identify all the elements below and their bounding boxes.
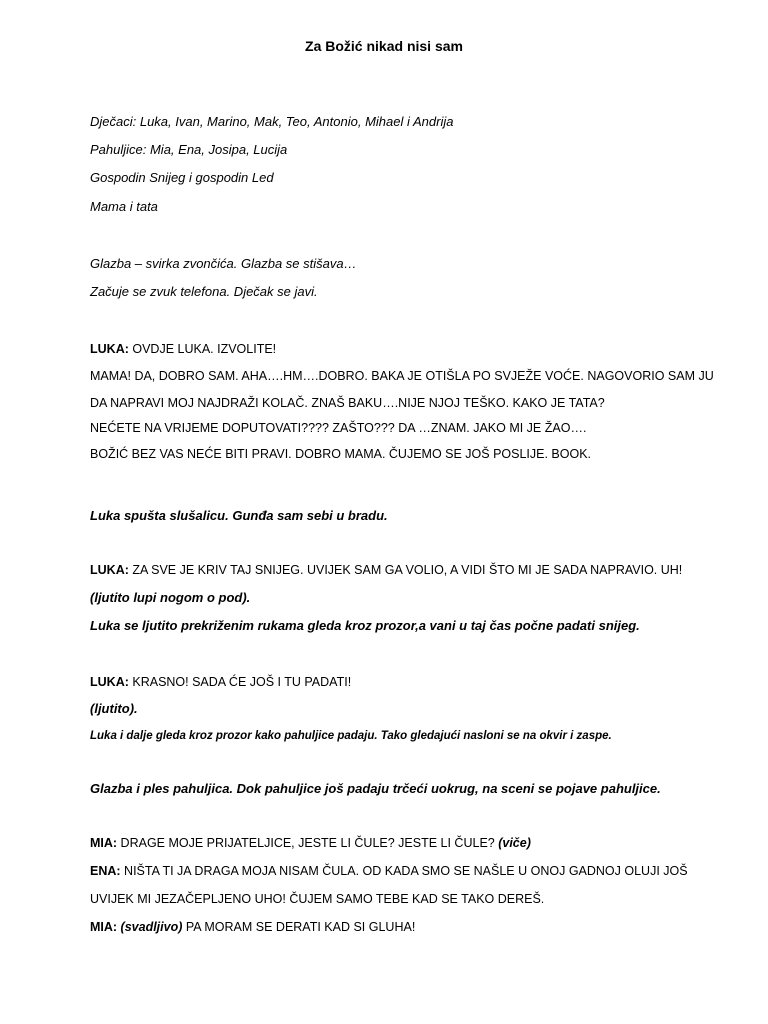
speaker-name: MIA: xyxy=(90,920,118,934)
cast-line: Mama i tata xyxy=(90,199,158,214)
stage-direction-inline: (viče) xyxy=(498,836,531,850)
dialogue-line: DA NAPRAVI MOJ NAJDRAŽI KOLAČ. ZNAŠ BAKU….NIJE NJOJ TEŠKO. KAKO JE TATA? xyxy=(90,396,605,410)
stage-direction: Glazba i ples pahuljica. Dok pahuljice još padaju trčeći uokrug, na sceni se pojave pahuljice. xyxy=(90,781,661,796)
dialogue-line: BOŽIĆ BEZ VAS NEĆE BITI PRAVI. DOBRO MAMA. ČUJEMO SE JOŠ POSLIJE. BOOK. xyxy=(90,447,592,461)
dialogue-text: ZA SVE JE KRIV TAJ SNIJEG. UVIJEK SAM GA VOLIO, A VIDI ŠTO MI JE SADA NAPRAVIO. UH! xyxy=(128,563,683,577)
dialogue-line xyxy=(90,918,415,936)
stage-direction: Začuje se zvuk telefona. Dječak se javi. xyxy=(90,284,318,299)
dialogue-text: KRASNO! SADA ĆE JOŠ I TU PADATI! xyxy=(128,675,352,689)
speaker-name: ENA: xyxy=(90,864,121,878)
stage-direction: (ljutito lupi nogom o pod). xyxy=(90,590,251,605)
dialogue-line: UVIJEK MI JEZAČEPLJENO UHO! ČUJEM SAMO TEBE KAD SE TAKO DEREŠ. xyxy=(90,892,545,906)
stage-direction: Luka spušta slušalicu. Gunđa sam sebi u bradu. xyxy=(90,508,388,523)
speaker-name: MIA: xyxy=(90,836,118,850)
stage-direction: Luka i dalje gleda kroz prozor kako pahuljice padaju. Tako gledajući nasloni se na okvir i zaspe. xyxy=(90,730,612,742)
stage-direction-inline: (svadljivo) xyxy=(117,920,183,934)
dialogue-line xyxy=(90,340,276,358)
speaker-name: LUKA: xyxy=(90,675,129,689)
dialogue-line xyxy=(90,862,688,880)
dialogue-text: OVDJE LUKA. IZVOLITE! xyxy=(128,342,277,356)
speaker-name: LUKA: xyxy=(90,563,129,577)
dialogue-text: DRAGE MOJE PRIJATELJICE, JESTE LI ČULE? JESTE LI ČULE? xyxy=(117,836,499,850)
cast-line: Dječaci: Luka, Ivan, Marino, Mak, Teo, Antonio, Mihael i Andrija xyxy=(90,114,454,129)
stage-direction: Glazba – svirka zvončića. Glazba se stišava… xyxy=(90,256,357,271)
cast-line: Gospodin Snijeg i gospodin Led xyxy=(90,170,274,185)
page-title: Za Božić nikad nisi sam xyxy=(305,38,463,54)
stage-direction: Luka se ljutito prekriženim rukama gleda kroz prozor,a vani u taj čas počne padati snijeg. xyxy=(90,618,640,633)
cast-line: Pahuljice: Mia, Ena, Josipa, Lucija xyxy=(90,142,288,157)
dialogue-text: PA MORAM SE DERATI KAD SI GLUHA! xyxy=(182,920,416,934)
speaker-name: LUKA: xyxy=(90,342,129,356)
dialogue-line: NEĆETE NA VRIJEME DOPUTOVATI???? ZAŠTO??? DA …ZNAM. JAKO MI JE ŽAO…. xyxy=(90,421,587,435)
dialogue-line xyxy=(90,834,531,852)
stage-direction: (ljutito). xyxy=(90,701,138,716)
dialogue-line xyxy=(90,673,351,691)
dialogue-line: MAMA! DA, DOBRO SAM. AHA….HM….DOBRO. BAKA JE OTIŠLA PO SVJEŽE VOĆE. NAGOVORIO SAM JU xyxy=(90,369,714,383)
dialogue-line xyxy=(90,561,682,579)
dialogue-text: NIŠTA TI JA DRAGA MOJA NISAM ČULA. OD KADA SMO SE NAŠLE U ONOJ GADNOJ OLUJI JOŠ xyxy=(120,864,688,878)
